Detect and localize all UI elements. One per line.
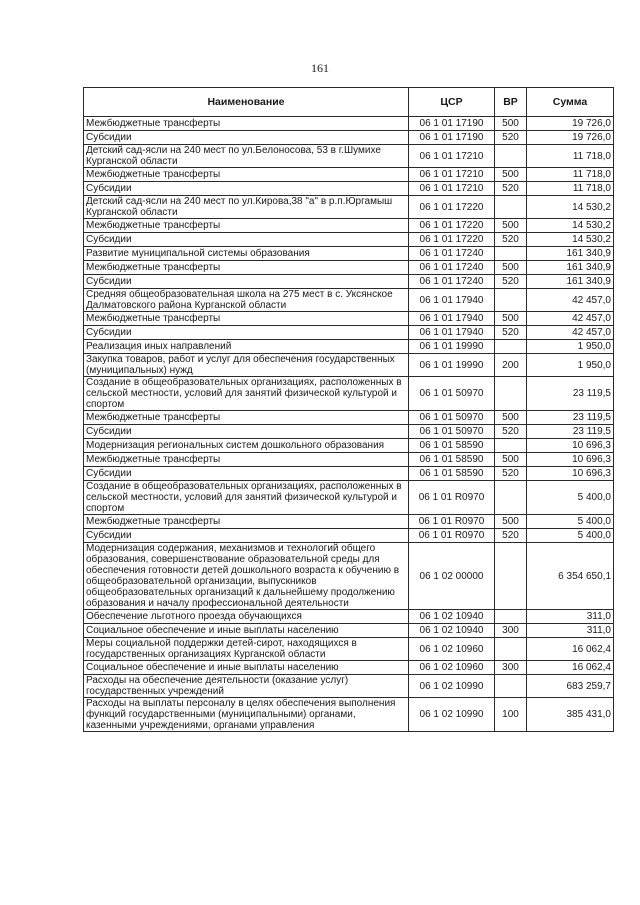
cell-vr [495,196,527,219]
cell-sum: 19 726,0 [527,117,614,131]
cell-csr: 06 1 01 17940 [409,312,495,326]
cell-csr: 06 1 01 17210 [409,182,495,196]
cell-sum: 11 718,0 [527,168,614,182]
cell-vr: 500 [495,117,527,131]
table-row [84,481,614,515]
cell-vr [495,675,527,698]
column-header-sum: Сумма [527,88,614,117]
cell-sum: 16 062,4 [527,638,614,661]
cell-csr: 06 1 01 17940 [409,289,495,312]
cell-vr: 520 [495,182,527,196]
cell-csr: 06 1 02 10990 [409,698,495,732]
cell-sum: 14 530,2 [527,219,614,233]
cell-sum: 311,0 [527,610,614,624]
cell-name: Меры социальной поддержки детей-сирот, находящихся в государственных организациях Курганской области [84,638,409,661]
cell-csr: 06 1 01 58590 [409,439,495,453]
cell-csr: 06 1 02 10990 [409,675,495,698]
table-row [84,698,614,732]
cell-name: Субсидии [84,529,409,543]
cell-csr: 06 1 01 R0970 [409,529,495,543]
cell-name: Межбюджетные трансферты [84,261,409,275]
cell-vr: 520 [495,326,527,340]
table-row [84,117,614,131]
cell-csr: 06 1 01 17240 [409,275,495,289]
cell-name: Межбюджетные трансферты [84,168,409,182]
cell-sum: 42 457,0 [527,326,614,340]
cell-name: Детский сад-ясли на 240 мест по ул.Белоносова, 53 в г.Шумихе Курганской области [84,145,409,168]
cell-sum: 5 400,0 [527,481,614,515]
cell-name: Субсидии [84,326,409,340]
cell-name: Межбюджетные трансферты [84,219,409,233]
cell-sum: 16 062,4 [527,661,614,675]
cell-sum: 10 696,3 [527,467,614,481]
table-row [84,289,614,312]
cell-vr [495,145,527,168]
cell-vr: 300 [495,661,527,675]
cell-sum: 5 400,0 [527,515,614,529]
cell-sum: 42 457,0 [527,289,614,312]
cell-csr: 06 1 01 50970 [409,425,495,439]
cell-vr: 500 [495,411,527,425]
cell-vr [495,439,527,453]
cell-sum: 11 718,0 [527,182,614,196]
cell-vr: 520 [495,467,527,481]
table-row [84,610,614,624]
cell-sum: 161 340,9 [527,247,614,261]
cell-vr [495,610,527,624]
cell-name: Расходы на выплаты персоналу в целях обеспечения выполнения функций государственными (муниципальными) органами, казенными учреждениями, органами управления [84,698,409,732]
table-row [84,233,614,247]
cell-sum: 1 950,0 [527,354,614,377]
cell-csr: 06 1 01 17220 [409,219,495,233]
cell-name: Межбюджетные трансферты [84,411,409,425]
cell-vr: 300 [495,624,527,638]
cell-sum: 161 340,9 [527,261,614,275]
cell-csr: 06 1 01 50970 [409,411,495,425]
cell-csr: 06 1 01 19990 [409,340,495,354]
budget-table [83,87,614,732]
cell-csr: 06 1 02 00000 [409,543,495,610]
cell-sum: 10 696,3 [527,439,614,453]
cell-name: Развитие муниципальной системы образования [84,247,409,261]
cell-sum: 19 726,0 [527,131,614,145]
cell-vr [495,481,527,515]
cell-vr: 500 [495,515,527,529]
cell-name: Закупка товаров, работ и услуг для обеспечения государственных (муниципальных) нужд [84,354,409,377]
cell-name: Детский сад-ясли на 240 мест по ул.Кирова,38 "а" в р.п.Юргамыш Курганской области [84,196,409,219]
table-row [84,439,614,453]
table-row [84,182,614,196]
cell-csr: 06 1 01 17240 [409,261,495,275]
cell-vr [495,247,527,261]
table-body [84,117,614,732]
cell-csr: 06 1 01 50970 [409,377,495,411]
cell-sum: 683 259,7 [527,675,614,698]
cell-vr: 200 [495,354,527,377]
cell-csr: 06 1 02 10960 [409,638,495,661]
table-row [84,145,614,168]
column-header-name: Наименование [84,88,409,117]
cell-vr [495,289,527,312]
column-header-vr: ВР [495,88,527,117]
table-row [84,354,614,377]
cell-csr: 06 1 01 17190 [409,131,495,145]
table-row [84,326,614,340]
cell-vr: 520 [495,131,527,145]
cell-vr [495,377,527,411]
cell-name: Субсидии [84,233,409,247]
cell-sum: 23 119,5 [527,425,614,439]
table-row [84,453,614,467]
cell-sum: 161 340,9 [527,275,614,289]
cell-vr: 520 [495,233,527,247]
table-row [84,168,614,182]
cell-csr: 06 1 01 R0970 [409,515,495,529]
table-row [84,261,614,275]
table-row [84,377,614,411]
cell-name: Социальное обеспечение и иные выплаты населению [84,661,409,675]
cell-vr: 500 [495,312,527,326]
cell-name: Средняя общеобразовательная школа на 275 мест в с. Уксянское Далматовского района Курганской области [84,289,409,312]
cell-name: Субсидии [84,425,409,439]
cell-csr: 06 1 01 17210 [409,145,495,168]
cell-name: Межбюджетные трансферты [84,453,409,467]
cell-sum: 42 457,0 [527,312,614,326]
page-number: 161 [311,61,329,75]
cell-csr: 06 1 01 19990 [409,354,495,377]
cell-name: Межбюджетные трансферты [84,312,409,326]
cell-name: Межбюджетные трансферты [84,117,409,131]
table-row [84,467,614,481]
cell-sum: 10 696,3 [527,453,614,467]
table-row [84,515,614,529]
cell-name: Реализация иных направлений [84,340,409,354]
cell-csr: 06 1 01 R0970 [409,481,495,515]
cell-csr: 06 1 01 17220 [409,233,495,247]
table-row [84,661,614,675]
cell-sum: 14 530,2 [527,196,614,219]
cell-name: Межбюджетные трансферты [84,515,409,529]
cell-sum: 1 950,0 [527,340,614,354]
cell-csr: 06 1 01 58590 [409,467,495,481]
cell-name: Расходы на обеспечение деятельности (оказание услуг) государственных учреждений [84,675,409,698]
cell-sum: 385 431,0 [527,698,614,732]
cell-name: Модернизация региональных систем дошкольного образования [84,439,409,453]
cell-vr: 500 [495,219,527,233]
table-row [84,624,614,638]
cell-csr: 06 1 02 10940 [409,624,495,638]
cell-sum: 11 718,0 [527,145,614,168]
cell-name: Субсидии [84,182,409,196]
cell-sum: 6 354 650,1 [527,543,614,610]
cell-vr [495,340,527,354]
cell-vr: 520 [495,425,527,439]
cell-vr: 500 [495,168,527,182]
cell-vr: 500 [495,453,527,467]
cell-vr [495,638,527,661]
table-row [84,312,614,326]
cell-sum: 14 530,2 [527,233,614,247]
cell-sum: 311,0 [527,624,614,638]
table-row [84,131,614,145]
table-row [84,529,614,543]
table-row [84,275,614,289]
cell-csr: 06 1 01 17940 [409,326,495,340]
table-row [84,247,614,261]
cell-csr: 06 1 01 17240 [409,247,495,261]
cell-csr: 06 1 01 17220 [409,196,495,219]
cell-vr: 500 [495,261,527,275]
cell-name: Социальное обеспечение и иные выплаты населению [84,624,409,638]
cell-vr [495,543,527,610]
table-row [84,196,614,219]
cell-csr: 06 1 01 17210 [409,168,495,182]
cell-csr: 06 1 02 10960 [409,661,495,675]
table-row [84,543,614,610]
table-row [84,425,614,439]
table-row [84,340,614,354]
column-header-csr: ЦСР [409,88,495,117]
cell-sum: 23 119,5 [527,411,614,425]
cell-csr: 06 1 01 17190 [409,117,495,131]
cell-name: Создание в общеобразовательных организациях, расположенных в сельской местности, условий для занятий физической культурой и спортом [84,481,409,515]
cell-name: Субсидии [84,275,409,289]
cell-vr: 520 [495,275,527,289]
table-row [84,638,614,661]
cell-vr: 520 [495,529,527,543]
cell-name: Субсидии [84,131,409,145]
table-row [84,219,614,233]
cell-sum: 5 400,0 [527,529,614,543]
cell-name: Обеспечение льготного проезда обучающихся [84,610,409,624]
table-header-row [84,88,614,117]
cell-name: Создание в общеобразовательных организациях, расположенных в сельской местности, условий для занятий физической культурой и спортом [84,377,409,411]
cell-csr: 06 1 02 10940 [409,610,495,624]
table-row [84,675,614,698]
cell-sum: 23 119,5 [527,377,614,411]
cell-name: Модернизация содержания, механизмов и технологий общего образования, совершенствование образовательной среды для обеспечения готовности детей дошкольного возраста к обучению в общеобразовательной организации, выпускников общеобразовательных организаций к дальнейшему продолжению образования и началу профессиональной деятельности [84,543,409,610]
cell-name: Субсидии [84,467,409,481]
cell-csr: 06 1 01 58590 [409,453,495,467]
table-row [84,411,614,425]
cell-vr: 100 [495,698,527,732]
